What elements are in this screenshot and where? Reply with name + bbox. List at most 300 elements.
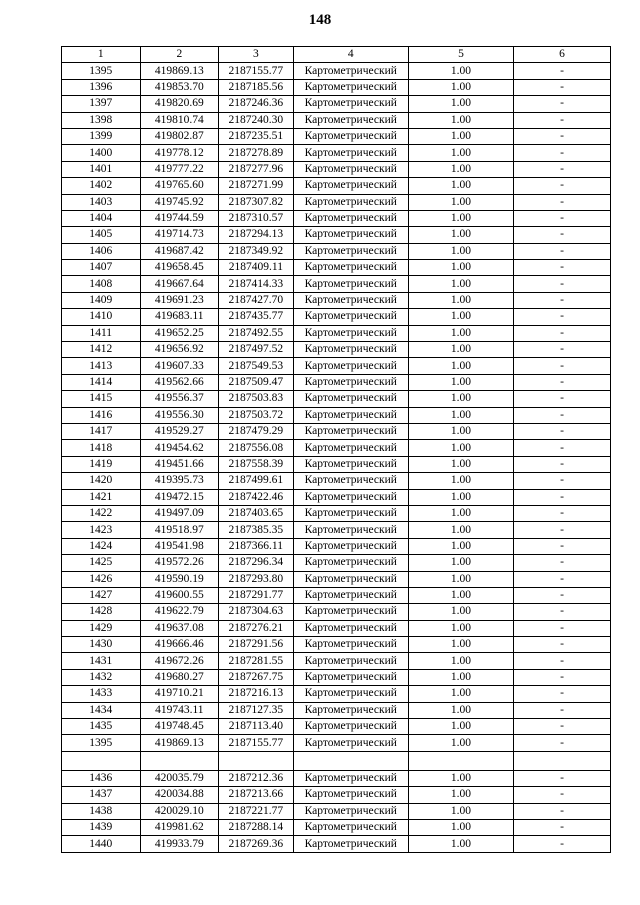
table-cell: 1.00 (408, 374, 513, 390)
table-cell: - (514, 423, 611, 439)
table-cell: 2187310.57 (219, 210, 293, 226)
table-cell: 419744.59 (140, 210, 219, 226)
table-cell: - (514, 407, 611, 423)
table-cell: Картометрический (293, 128, 408, 144)
table-row (62, 653, 611, 669)
table-cell: 419869.13 (140, 63, 219, 79)
table-cell: 1423 (62, 522, 141, 538)
table-cell: 2187212.36 (219, 770, 293, 786)
table-row (62, 145, 611, 161)
table-cell: 1405 (62, 227, 141, 243)
table-cell: Картометрический (293, 96, 408, 112)
table-cell: 1408 (62, 276, 141, 292)
table-cell: 1.00 (408, 227, 513, 243)
table-cell: - (514, 63, 611, 79)
table-cell: 2187492.55 (219, 325, 293, 341)
table-cell: 419748.45 (140, 719, 219, 735)
table-cell: 1440 (62, 836, 141, 852)
header-cell: 5 (408, 47, 513, 63)
table-cell (219, 751, 293, 770)
table-row (62, 735, 611, 751)
table-cell: - (514, 473, 611, 489)
table-cell: Картометрический (293, 391, 408, 407)
table-cell: 1395 (62, 63, 141, 79)
table-cell: 2187221.77 (219, 803, 293, 819)
table-cell: Картометрический (293, 145, 408, 161)
table-row (62, 787, 611, 803)
table-row (62, 555, 611, 571)
table-cell: Картометрический (293, 407, 408, 423)
table-cell: 1.00 (408, 473, 513, 489)
table-row (62, 260, 611, 276)
table-cell: - (514, 96, 611, 112)
table-cell: - (514, 637, 611, 653)
table-cell: 2187278.89 (219, 145, 293, 161)
table-cell: 419600.55 (140, 587, 219, 603)
table-row (62, 391, 611, 407)
table-cell: 1.00 (408, 505, 513, 521)
table-cell: 419518.97 (140, 522, 219, 538)
table-cell: 1418 (62, 440, 141, 456)
table-row (62, 407, 611, 423)
table-cell: 419652.25 (140, 325, 219, 341)
table-cell: 419556.30 (140, 407, 219, 423)
table-cell: 2187403.65 (219, 505, 293, 521)
table-cell: 2187427.70 (219, 292, 293, 308)
table-row (62, 836, 611, 852)
table-cell: - (514, 128, 611, 144)
table-cell: 419743.11 (140, 702, 219, 718)
table-cell: 1.00 (408, 161, 513, 177)
table-cell: 2187246.36 (219, 96, 293, 112)
table-row (62, 161, 611, 177)
table-cell: 1429 (62, 620, 141, 636)
table-cell: 2187213.66 (219, 787, 293, 803)
table-cell: Картометрический (293, 637, 408, 653)
table-row (62, 571, 611, 587)
table-cell: - (514, 522, 611, 538)
table-cell: Картометрический (293, 194, 408, 210)
table-cell: 1422 (62, 505, 141, 521)
table-cell: - (514, 555, 611, 571)
table-row (62, 79, 611, 95)
table-cell: 2187414.33 (219, 276, 293, 292)
table-cell: Картометрический (293, 243, 408, 259)
table-cell: Картометрический (293, 587, 408, 603)
table-cell: Картометрический (293, 836, 408, 852)
table-cell: 1.00 (408, 637, 513, 653)
table-cell (293, 751, 408, 770)
table-cell: - (514, 620, 611, 636)
table-row (62, 128, 611, 144)
table-cell: - (514, 112, 611, 128)
table-cell: Картометрический (293, 735, 408, 751)
table-cell: 419683.11 (140, 309, 219, 325)
table-cell: Картометрический (293, 604, 408, 620)
table-cell: - (514, 260, 611, 276)
table-cell: Картометрический (293, 112, 408, 128)
table-cell: 1417 (62, 423, 141, 439)
table-cell: 1401 (62, 161, 141, 177)
table-row (62, 374, 611, 390)
table-cell: 1424 (62, 538, 141, 554)
table-row (62, 63, 611, 79)
table-cell: Картометрический (293, 456, 408, 472)
table-cell: 419497.09 (140, 505, 219, 521)
table-cell: 1432 (62, 669, 141, 685)
table-cell: Картометрический (293, 276, 408, 292)
table-cell: 419691.23 (140, 292, 219, 308)
table-cell: 1431 (62, 653, 141, 669)
table-cell: 1435 (62, 719, 141, 735)
table-cell: - (514, 227, 611, 243)
table-row (62, 803, 611, 819)
table-cell: 419853.70 (140, 79, 219, 95)
table-cell: - (514, 836, 611, 852)
table-cell: - (514, 194, 611, 210)
table-cell: Картометрический (293, 819, 408, 835)
table-row (62, 669, 611, 685)
table-cell: 2187269.36 (219, 836, 293, 852)
table-cell: Картометрический (293, 522, 408, 538)
table-cell: 419572.26 (140, 555, 219, 571)
table-cell: Картометрический (293, 473, 408, 489)
table-cell: 419395.73 (140, 473, 219, 489)
table-cell: - (514, 735, 611, 751)
table-cell: 419810.74 (140, 112, 219, 128)
table-row (62, 456, 611, 472)
table-cell: Картометрический (293, 787, 408, 803)
table-cell: Картометрический (293, 292, 408, 308)
table-cell: 1.00 (408, 489, 513, 505)
table-cell: 1.00 (408, 309, 513, 325)
table-cell: 419869.13 (140, 735, 219, 751)
table-cell: 1.00 (408, 194, 513, 210)
table-cell: 1428 (62, 604, 141, 620)
table-cell: 1400 (62, 145, 141, 161)
table-cell: 420029.10 (140, 803, 219, 819)
table-cell: 1.00 (408, 260, 513, 276)
table-cell: - (514, 456, 611, 472)
table-cell: Картометрический (293, 770, 408, 786)
table-cell: 1.00 (408, 604, 513, 620)
table-row (62, 751, 611, 770)
table-row (62, 604, 611, 620)
table-cell: 2187503.72 (219, 407, 293, 423)
table-row (62, 243, 611, 259)
table-cell: 2187185.56 (219, 79, 293, 95)
table-cell: Картометрический (293, 374, 408, 390)
table-cell: - (514, 505, 611, 521)
table-cell: 2187509.47 (219, 374, 293, 390)
table-cell: 2187435.77 (219, 309, 293, 325)
table-cell: - (514, 538, 611, 554)
table-cell: 1.00 (408, 719, 513, 735)
table-cell: Картометрический (293, 325, 408, 341)
table-cell: - (514, 803, 611, 819)
table-cell: Картометрический (293, 489, 408, 505)
table-cell: 419637.08 (140, 620, 219, 636)
table-cell: 1.00 (408, 243, 513, 259)
table-cell: 2187497.52 (219, 342, 293, 358)
table-cell: 419556.37 (140, 391, 219, 407)
table-row (62, 440, 611, 456)
table-cell: 2187291.56 (219, 637, 293, 653)
table-cell: 2187288.14 (219, 819, 293, 835)
table-cell: 419765.60 (140, 178, 219, 194)
table-cell: 2187549.53 (219, 358, 293, 374)
table-cell: 1.00 (408, 587, 513, 603)
coordinates-table (61, 46, 611, 853)
table-cell: 1406 (62, 243, 141, 259)
table-row (62, 587, 611, 603)
table-cell: 419714.73 (140, 227, 219, 243)
table-cell: 1397 (62, 96, 141, 112)
table-cell: 419451.66 (140, 456, 219, 472)
table-cell: 1412 (62, 342, 141, 358)
table-row (62, 637, 611, 653)
table-cell: - (514, 243, 611, 259)
table-row (62, 819, 611, 835)
table-cell: 1.00 (408, 128, 513, 144)
header-cell: 6 (514, 47, 611, 63)
table-cell: - (514, 770, 611, 786)
table-cell: - (514, 309, 611, 325)
table-cell: 1416 (62, 407, 141, 423)
table-cell: 419529.27 (140, 423, 219, 439)
table-cell: 419658.45 (140, 260, 219, 276)
table-cell: 2187127.35 (219, 702, 293, 718)
table-cell: - (514, 489, 611, 505)
table-cell: 1.00 (408, 391, 513, 407)
table-cell: 1411 (62, 325, 141, 341)
table-cell: 1.00 (408, 456, 513, 472)
table-row (62, 686, 611, 702)
table-cell: 1.00 (408, 819, 513, 835)
table-cell: - (514, 604, 611, 620)
table-cell: - (514, 391, 611, 407)
table-row (62, 112, 611, 128)
table-row (62, 178, 611, 194)
table-cell: 419622.79 (140, 604, 219, 620)
header-cell: 2 (140, 47, 219, 63)
table-cell: - (514, 819, 611, 835)
table-cell: 2187503.83 (219, 391, 293, 407)
table-row (62, 702, 611, 718)
table-cell (408, 751, 513, 770)
table-cell: 420034.88 (140, 787, 219, 803)
table-cell: 1.00 (408, 358, 513, 374)
table-cell: 419802.87 (140, 128, 219, 144)
table-cell: 1395 (62, 735, 141, 751)
table-cell: 2187293.80 (219, 571, 293, 587)
table-cell: 1410 (62, 309, 141, 325)
table-cell: Картометрический (293, 555, 408, 571)
table-cell: 2187409.11 (219, 260, 293, 276)
table-cell: Картометрический (293, 423, 408, 439)
table-cell: - (514, 210, 611, 226)
table-cell: 1398 (62, 112, 141, 128)
table-cell: 419562.66 (140, 374, 219, 390)
table-cell: 419687.42 (140, 243, 219, 259)
table-cell: - (514, 787, 611, 803)
table-cell: 2187556.08 (219, 440, 293, 456)
table-cell: 1439 (62, 819, 141, 835)
table-cell: 1.00 (408, 571, 513, 587)
table-cell: 1437 (62, 787, 141, 803)
table-cell: 1426 (62, 571, 141, 587)
table-cell: - (514, 653, 611, 669)
table-cell: 2187422.46 (219, 489, 293, 505)
table-cell: 1.00 (408, 702, 513, 718)
table-cell: 419667.64 (140, 276, 219, 292)
table-cell: 1.00 (408, 292, 513, 308)
table-cell: - (514, 325, 611, 341)
table-cell: 2187291.77 (219, 587, 293, 603)
table-cell: 1434 (62, 702, 141, 718)
table-header-row (62, 47, 611, 63)
table-cell: 1421 (62, 489, 141, 505)
table-cell: 1419 (62, 456, 141, 472)
table-cell: Картометрический (293, 505, 408, 521)
table-cell: 2187385.35 (219, 522, 293, 538)
table-cell: Картометрический (293, 571, 408, 587)
table-cell: - (514, 571, 611, 587)
table-row (62, 505, 611, 521)
table-cell: Картометрический (293, 653, 408, 669)
table-cell: 1415 (62, 391, 141, 407)
table-row (62, 473, 611, 489)
table-cell: - (514, 161, 611, 177)
table-cell: - (514, 587, 611, 603)
table-cell: 1.00 (408, 555, 513, 571)
table-cell: 2187499.61 (219, 473, 293, 489)
table-cell: Картометрический (293, 538, 408, 554)
table-cell: 1403 (62, 194, 141, 210)
table-cell: 1409 (62, 292, 141, 308)
page-number: 148 (308, 12, 332, 28)
table-cell: 1.00 (408, 735, 513, 751)
table-cell: Картометрический (293, 803, 408, 819)
table-cell: 1438 (62, 803, 141, 819)
table-cell: 1436 (62, 770, 141, 786)
table-cell: Картометрический (293, 440, 408, 456)
table-cell: Картометрический (293, 358, 408, 374)
table-cell: - (514, 145, 611, 161)
table-cell (140, 751, 219, 770)
table-cell: 419777.22 (140, 161, 219, 177)
table-cell: 1433 (62, 686, 141, 702)
table-row (62, 210, 611, 226)
table-row (62, 227, 611, 243)
table-cell: Картометрический (293, 719, 408, 735)
table-cell: 1425 (62, 555, 141, 571)
table-cell: 2187281.55 (219, 653, 293, 669)
table-cell: 419745.92 (140, 194, 219, 210)
table-cell: 1414 (62, 374, 141, 390)
table-cell: Картометрический (293, 260, 408, 276)
table-cell: 2187155.77 (219, 735, 293, 751)
table-cell: 1420 (62, 473, 141, 489)
header-cell: 4 (293, 47, 408, 63)
table-cell: 1.00 (408, 178, 513, 194)
table-cell: Картометрический (293, 178, 408, 194)
table-cell: 419672.26 (140, 653, 219, 669)
table-cell: 1.00 (408, 145, 513, 161)
table-row (62, 423, 611, 439)
table-cell: 1427 (62, 587, 141, 603)
table-cell: - (514, 719, 611, 735)
table-cell: - (514, 342, 611, 358)
table-cell: 2187276.21 (219, 620, 293, 636)
table-cell: Картометрический (293, 342, 408, 358)
table-cell: 419454.62 (140, 440, 219, 456)
table-cell: - (514, 374, 611, 390)
table-cell: 1.00 (408, 112, 513, 128)
table-cell: 1.00 (408, 538, 513, 554)
table-cell: 2187296.34 (219, 555, 293, 571)
table-cell: 1.00 (408, 653, 513, 669)
header-cell: 3 (219, 47, 293, 63)
table-cell: Картометрический (293, 669, 408, 685)
table-row (62, 489, 611, 505)
table-cell (62, 751, 141, 770)
table-cell: 1.00 (408, 440, 513, 456)
table-cell: Картометрический (293, 210, 408, 226)
table-row (62, 96, 611, 112)
table-cell: 2187271.99 (219, 178, 293, 194)
table-cell: 419710.21 (140, 686, 219, 702)
table-cell: - (514, 292, 611, 308)
header-cell: 1 (62, 47, 141, 63)
table-cell: 2187216.13 (219, 686, 293, 702)
table-cell: Картометрический (293, 686, 408, 702)
table-cell: 1.00 (408, 325, 513, 341)
table-cell: 1.00 (408, 522, 513, 538)
table-cell: Картометрический (293, 702, 408, 718)
table-row (62, 620, 611, 636)
table-cell: 2187304.63 (219, 604, 293, 620)
table-cell: - (514, 669, 611, 685)
table-cell: 1.00 (408, 423, 513, 439)
table-cell: 1.00 (408, 96, 513, 112)
table-cell: 1.00 (408, 407, 513, 423)
table-cell: 2187294.13 (219, 227, 293, 243)
table-row (62, 719, 611, 735)
table-row (62, 342, 611, 358)
table-row (62, 292, 611, 308)
table-cell: 419472.15 (140, 489, 219, 505)
table-cell: Картометрический (293, 227, 408, 243)
table-cell: Картометрический (293, 63, 408, 79)
table-cell: 419933.79 (140, 836, 219, 852)
table-cell: 2187479.29 (219, 423, 293, 439)
table-cell: - (514, 702, 611, 718)
table-cell: 1407 (62, 260, 141, 276)
table-cell: 1.00 (408, 342, 513, 358)
table-cell: - (514, 686, 611, 702)
table-cell: 419820.69 (140, 96, 219, 112)
table-cell: 2187349.92 (219, 243, 293, 259)
table-row (62, 538, 611, 554)
table-cell: - (514, 358, 611, 374)
table-cell: 2187558.39 (219, 456, 293, 472)
table-cell: 419656.92 (140, 342, 219, 358)
table-cell: 419778.12 (140, 145, 219, 161)
table-cell: 1.00 (408, 803, 513, 819)
table-cell: 419590.19 (140, 571, 219, 587)
table-cell: 1.00 (408, 276, 513, 292)
